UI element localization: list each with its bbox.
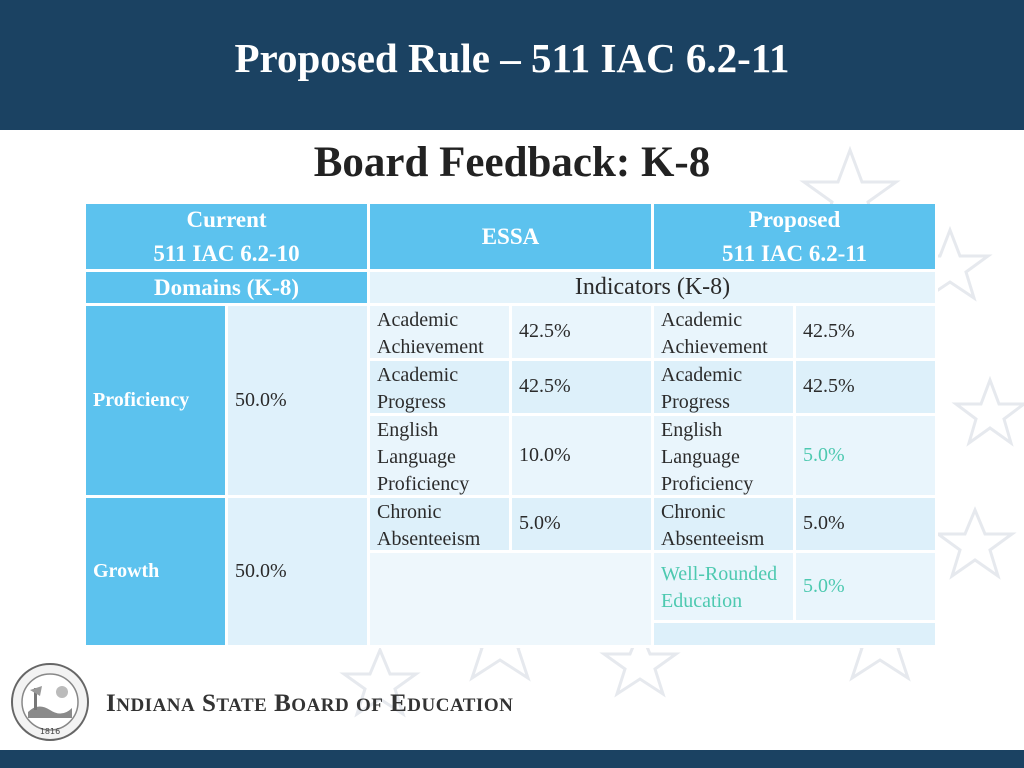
- domain-proficiency-weight: 50.0%: [228, 306, 370, 498]
- page-title: Proposed Rule – 511 IAC 6.2-11: [234, 35, 790, 81]
- proposed-indicator-weight: 42.5%: [796, 306, 938, 361]
- label-line: Academic: [377, 364, 459, 386]
- label-line: Language: [377, 446, 456, 468]
- domain-growth: Growth: [86, 498, 228, 648]
- proposed-indicator-label: [654, 306, 796, 361]
- essa-indicator-label: [370, 306, 512, 361]
- org-initial: E: [390, 690, 408, 717]
- label-line: Academic: [377, 309, 459, 331]
- header-essa: [370, 204, 654, 272]
- org-initial: S: [201, 690, 217, 717]
- org-rest: OARD: [291, 695, 350, 716]
- header-current: [86, 204, 370, 272]
- org-rest: OF: [355, 695, 384, 716]
- header-essa-label: ESSA: [481, 223, 540, 249]
- domain-growth-weight: 50.0%: [228, 498, 370, 648]
- essa-indicator-label: [370, 361, 512, 416]
- label-line: Achievement: [377, 336, 484, 358]
- proposed-indicator-label: [654, 416, 796, 498]
- org-initial: I: [106, 690, 117, 717]
- label-line: English: [377, 419, 439, 441]
- proposed-empty-cell: [654, 623, 938, 648]
- label-line: Well-Rounded: [661, 563, 778, 585]
- essa-indicator-weight: 5.0%: [512, 498, 654, 553]
- footer-band: [0, 750, 1024, 768]
- proposed-indicator-label: [654, 361, 796, 416]
- essa-indicator-label: [370, 498, 512, 553]
- essa-indicator-weight: 42.5%: [512, 306, 654, 361]
- label-line: Education: [661, 590, 743, 612]
- label-line: Proficiency: [377, 473, 470, 495]
- header-current-line1: Current: [186, 206, 267, 232]
- label-line: Academic: [661, 364, 743, 386]
- label-line: Progress: [377, 391, 446, 413]
- label-line: Achievement: [661, 336, 768, 358]
- org-initial: B: [274, 690, 292, 717]
- header-proposed: [654, 204, 938, 272]
- label-line: Proficiency: [661, 473, 754, 495]
- header-proposed-line2: 511 IAC 6.2-11: [721, 240, 868, 266]
- domains-header: [86, 272, 370, 306]
- org-rest: TATE: [216, 695, 268, 716]
- label-line: Academic: [661, 309, 743, 331]
- label-line: Chronic: [661, 501, 726, 523]
- label-line: Chronic: [377, 501, 442, 523]
- domains-header-label: Domains (K-8): [153, 274, 300, 300]
- org-rest: NDIANA: [116, 695, 196, 716]
- subtitle: Board Feedback: K-8: [313, 139, 711, 186]
- header-proposed-line1: Proposed: [748, 206, 841, 232]
- label-line: Progress: [661, 391, 730, 413]
- proposed-indicator-weight: 5.0%: [796, 498, 938, 553]
- essa-indicator-weight: 10.0%: [512, 416, 654, 498]
- essa-indicator-weight: 42.5%: [512, 361, 654, 416]
- essa-empty-cell: [370, 553, 654, 648]
- proposed-indicator-weight: 42.5%: [796, 361, 938, 416]
- proposed-indicator-weight: 5.0%: [796, 553, 938, 623]
- label-line: Absenteeism: [661, 528, 765, 550]
- proposed-indicator-label: [654, 553, 796, 623]
- organization-name: [106, 690, 513, 718]
- proposed-indicator-label: [654, 498, 796, 553]
- comparison-table: [86, 204, 938, 648]
- label-line: English: [661, 419, 723, 441]
- domain-proficiency: Proficiency: [86, 306, 228, 498]
- proposed-indicator-weight: 5.0%: [796, 416, 938, 498]
- header-current-line2: 511 IAC 6.2-10: [153, 240, 300, 266]
- org-rest: DUCATION: [407, 695, 514, 716]
- state-seal-icon: [10, 662, 90, 742]
- label-line: Language: [661, 446, 740, 468]
- indicators-header: Indicators (K-8): [370, 272, 938, 306]
- essa-indicator-label: [370, 416, 512, 498]
- label-line: Absenteeism: [377, 528, 481, 550]
- seal-year: 1816: [39, 727, 61, 736]
